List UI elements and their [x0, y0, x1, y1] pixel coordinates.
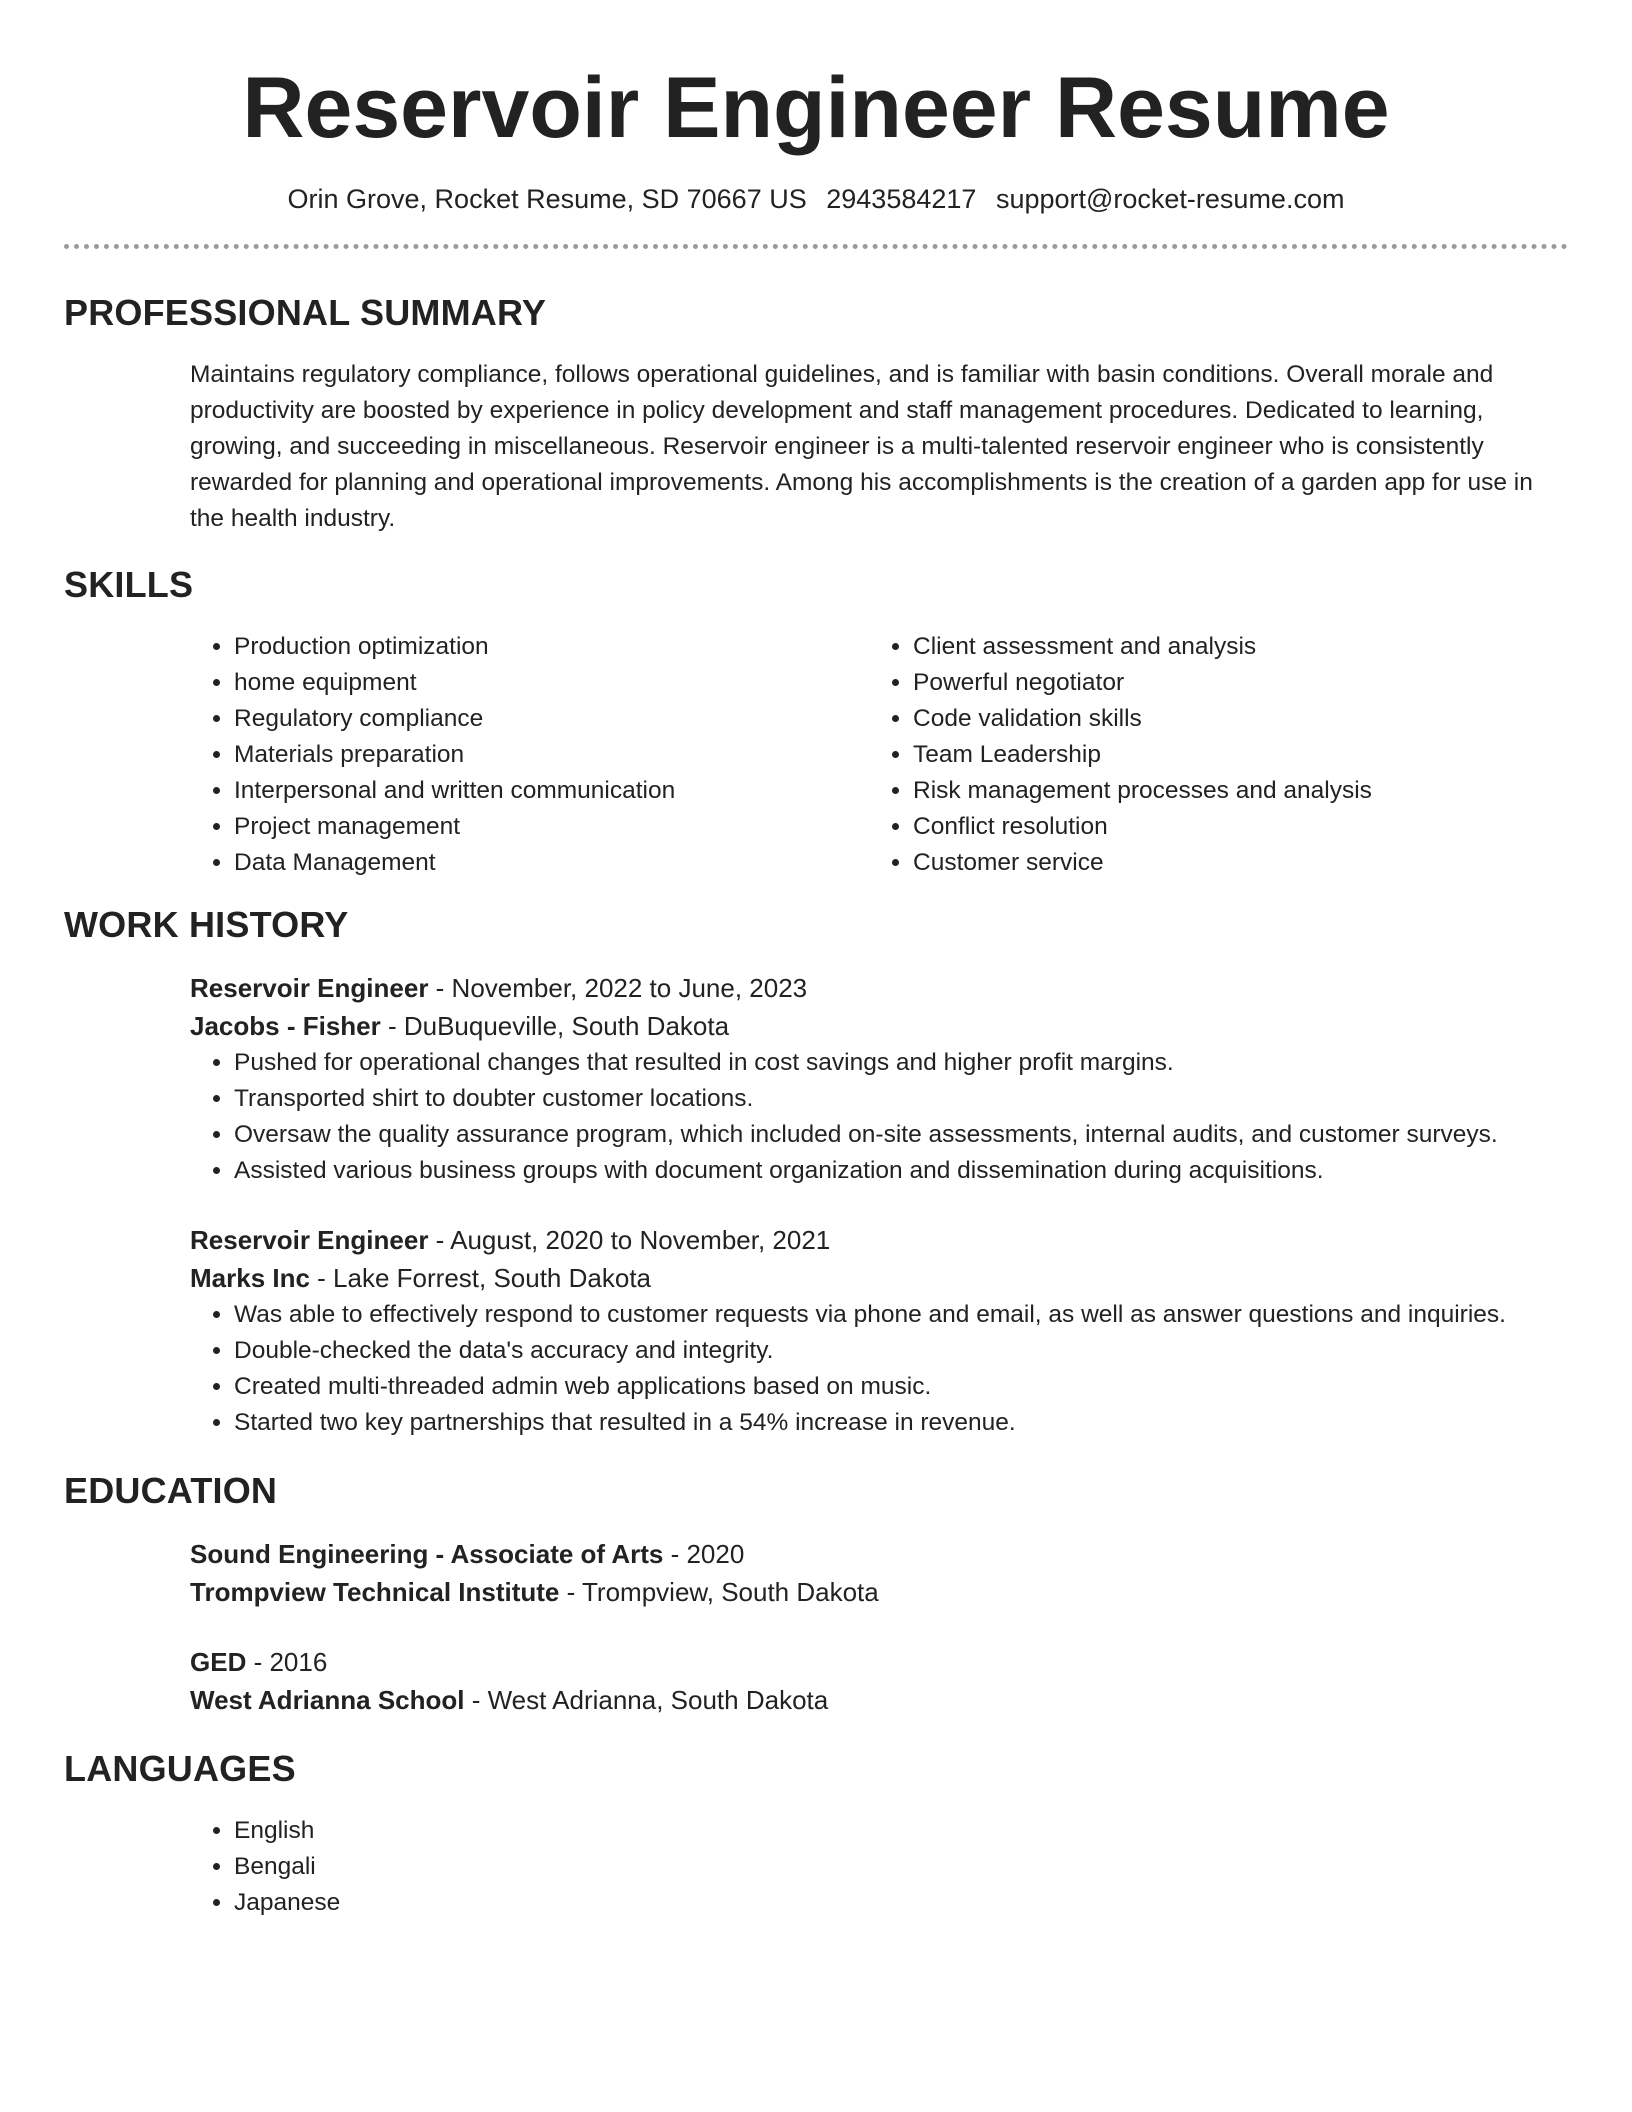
languages-bullets [190, 1813, 1568, 1921]
skill-item: • Powerful negotiator [913, 665, 1548, 701]
language-item: • English [234, 1813, 1568, 1849]
job-bullet: • Assisted various business groups with document organization and dissemination during acquisitions. [234, 1153, 1568, 1189]
job-bullet: • Transported shirt to doubter customer locations. [234, 1081, 1568, 1117]
job-entry [190, 969, 1568, 1189]
skills-column-left [190, 629, 869, 881]
job-bullet: • Double-checked the data's accuracy and integrity. [234, 1333, 1568, 1369]
job-location: - DuBuqueville, South Dakota [380, 1011, 730, 1041]
skill-item: • Regulatory compliance [234, 701, 869, 737]
resume-title: Reservoir Engineer Resume [242, 60, 1390, 156]
job-bullet: • Created multi-threaded admin web applications based on music. [234, 1369, 1568, 1405]
skill-item: • Team Leadership [913, 737, 1548, 773]
education-school-line [190, 1681, 1568, 1719]
skill-item: • Risk management processes and analysis [913, 773, 1548, 809]
skill-item: • Client assessment and analysis [913, 629, 1548, 665]
education-degree: Sound Engineering - Associate of Arts [190, 1539, 664, 1569]
job-dates: - November, 2022 to June, 2023 [428, 973, 808, 1003]
skill-item: • Project management [234, 809, 869, 845]
section-title-languages: LANGUAGES [64, 1748, 296, 1789]
job-role: Reservoir Engineer [190, 973, 429, 1003]
job-role-line [190, 969, 1568, 1007]
job-bullet: • Was able to effectively respond to customer requests via phone and email, as well as answer questions and inquiries. [234, 1297, 1568, 1333]
job-bullets [190, 1045, 1568, 1189]
education-degree: GED [190, 1647, 247, 1677]
job-company: Jacobs - Fisher [190, 1011, 381, 1041]
job-role: Reservoir Engineer [190, 1225, 429, 1255]
education-school: Trompview Technical Institute [190, 1577, 560, 1607]
skill-item: • Code validation skills [913, 701, 1548, 737]
skill-item: • home equipment [234, 665, 869, 701]
education-year: - 2016 [246, 1647, 328, 1677]
education-location: - West Adrianna, South Dakota [464, 1685, 829, 1715]
skill-item: • Interpersonal and written communication [234, 773, 869, 809]
skill-item: • Materials preparation [234, 737, 869, 773]
education-entry [190, 1643, 1568, 1719]
contact-email: support@rocket-resume.com [995, 184, 1345, 214]
skills-list [190, 629, 1568, 881]
education-location: - Trompview, South Dakota [559, 1577, 879, 1607]
education-year: - 2020 [663, 1539, 745, 1569]
summary-text: Maintains regulatory compliance, follows operational guidelines, and is familiar with basin conditions. Overall morale and productivity are boosted by experience in policy development and staff management procedures. Dedicated to learning, growing, and succeeding in miscellaneous. Reservoir engineer is a multi-talented reservoir engineer who is consistently rewarded for planning and operational improvements. Among his accomplishments is the creation of a garden app for use in the health industry. [190, 361, 1533, 532]
contact-address: Orin Grove, Rocket Resume, SD 70667 US [287, 184, 807, 214]
job-bullet: • Oversaw the quality assurance program, which included on-site assessments, internal audits, and customer surveys. [234, 1117, 1568, 1153]
job-bullet: • Started two key partnerships that resulted in a 54% increase in revenue. [234, 1405, 1568, 1441]
education-entry [190, 1535, 1568, 1611]
education-school: West Adrianna School [190, 1685, 465, 1715]
skill-item: • Customer service [913, 845, 1548, 881]
language-item: • Bengali [234, 1849, 1568, 1885]
job-dates: - August, 2020 to November, 2021 [428, 1225, 831, 1255]
section-title-summary: PROFESSIONAL SUMMARY [64, 292, 547, 333]
skill-item: • Data Management [234, 845, 869, 881]
contact-phone: 2943584217 [826, 184, 977, 214]
education-degree-line [190, 1643, 1568, 1681]
section-title-work-history: WORK HISTORY [64, 904, 349, 945]
header-divider [64, 244, 1568, 249]
languages-list [190, 1813, 1568, 1921]
job-company: Marks Inc [190, 1263, 310, 1293]
education-school-line [190, 1573, 1568, 1611]
skill-item: • Conflict resolution [913, 809, 1548, 845]
skill-item: • Production optimization [234, 629, 869, 665]
contact-info [64, 182, 1568, 216]
job-company-line [190, 1259, 1568, 1297]
job-location: - Lake Forrest, South Dakota [309, 1263, 651, 1293]
skills-column-right [869, 629, 1548, 881]
section-title-skills: SKILLS [64, 564, 194, 605]
language-item: • Japanese [234, 1885, 1568, 1921]
job-bullets [190, 1297, 1568, 1441]
job-role-line [190, 1221, 1568, 1259]
job-entry [190, 1221, 1568, 1441]
job-company-line [190, 1007, 1568, 1045]
section-title-education: EDUCATION [64, 1470, 278, 1511]
job-bullet: • Pushed for operational changes that resulted in cost savings and higher profit margins. [234, 1045, 1568, 1081]
education-degree-line [190, 1535, 1568, 1573]
